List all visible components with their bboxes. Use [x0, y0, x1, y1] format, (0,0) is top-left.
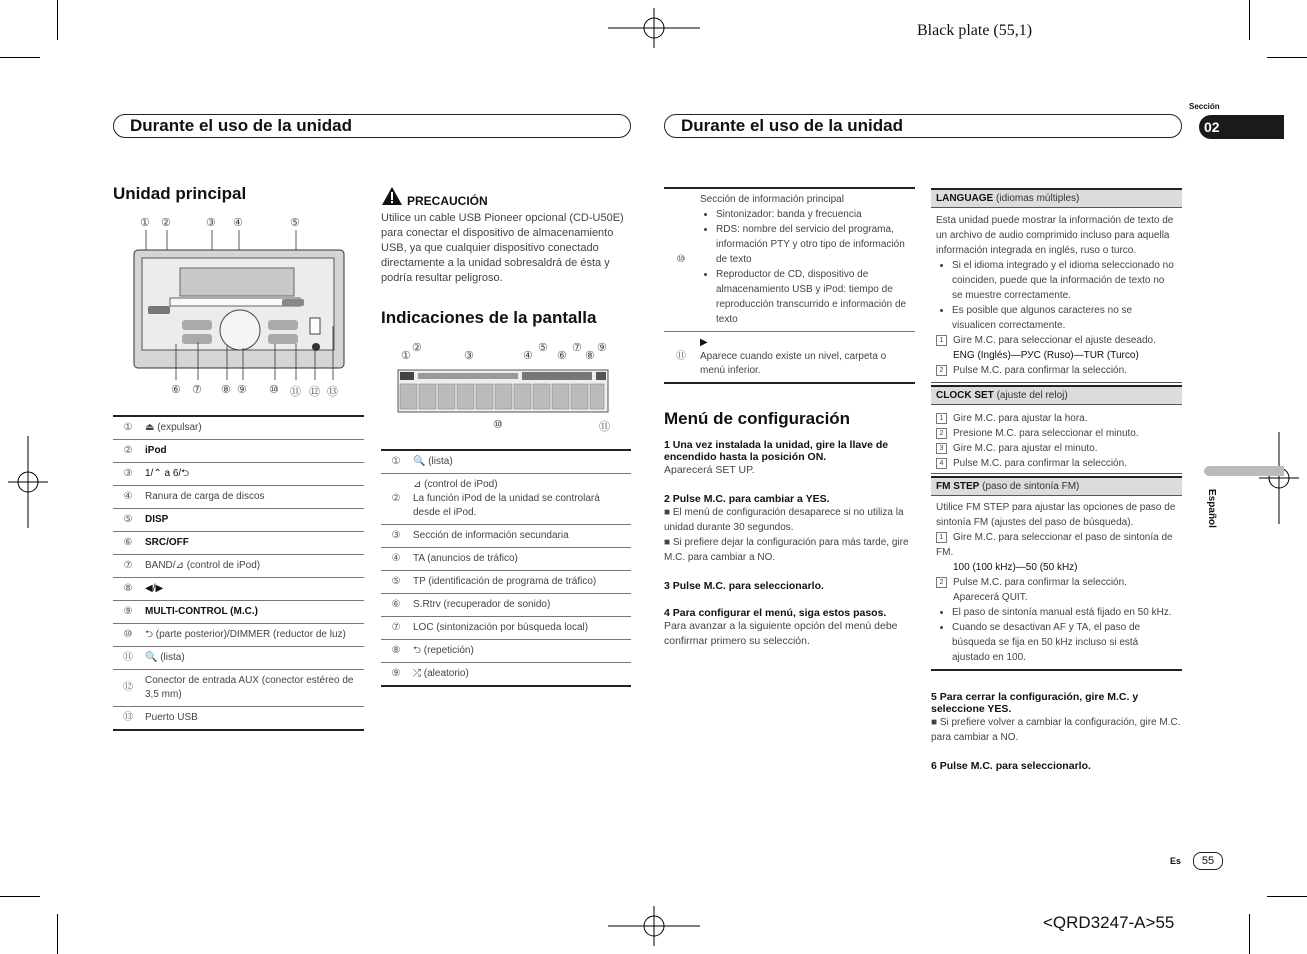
head-unit-illustration [130, 230, 350, 380]
disp-callout-10: ⑩ [493, 419, 503, 431]
language-header: LANGUAGE (idiomas múltiples) [931, 188, 1182, 208]
language-tab-bar [1204, 466, 1284, 476]
final-step-6: 6 Pulse M.C. para seleccionarlo. [931, 760, 1091, 772]
language-bullet-2: • Es posible que algunos caracteres no se visualicen correctamente. [952, 303, 1177, 333]
disp-callout-7: ⑦ [572, 342, 582, 354]
disp-callout-4: ④ [523, 350, 533, 362]
table-row: ⑤ TP (identificación de programa de tráfico) [381, 571, 631, 594]
table-row: ⑨ ⤮ (aleatorio) [381, 663, 631, 687]
section-label: Sección [1189, 102, 1220, 111]
callout-8: ⑧ [221, 384, 231, 396]
table-row: ⑪ 🔍 (lista) [113, 647, 364, 670]
language-step-2: 2 Pulse M.C. para confirmar la selección. [936, 363, 1177, 378]
fmstep-quit-note: Aparecerá QUIT. [953, 592, 1028, 603]
table-row: ⑥ SRC/OFF [113, 532, 364, 555]
clock-step-2: 2 Presione M.C. para seleccionar el minuto. [936, 426, 1177, 441]
callout-9: ⑨ [237, 384, 247, 396]
table-row: ⑤ DISP [113, 509, 364, 532]
disp-callout-8: ⑧ [585, 350, 595, 362]
indicaciones-title: Indicaciones de la pantalla [381, 308, 597, 327]
menu-step-4-note: Para avanzar a la siguiente opción del menú debe confirmar primero su selección. [664, 620, 898, 647]
fmstep-bullet-2: • Cuando se desactivan AF y TA, el paso de búsqueda se fija en 50 kHz incluso si está ajustado en 100. [952, 620, 1177, 665]
callout-6: ⑥ [171, 384, 181, 396]
warning-icon [381, 186, 403, 206]
table-row: ⑩ Sección de información principal • Sintonizador: banda y frecuencia • RDS: nombre del servicio del programa, información PTY y otro tipo de información de texto • Reproductor de CD, dispositivo de almacenamiento USB y iPod: tiempo de reproducción transcurrido e información de texto [664, 188, 915, 332]
unidad-principal-title: Unidad principal [113, 184, 247, 203]
fmstep-step-1: 1 Gire M.C. para seleccionar el paso de sintonía de FM. [936, 532, 1173, 558]
menu-step-2-note-a: ■ El menú de configuración desaparece si no utiliza la unidad durante 30 segundos. [664, 507, 904, 533]
disp-callout-9: ⑨ [597, 342, 607, 354]
callout-4: ④ [233, 217, 243, 229]
final-step-5-note: ■ Si prefiere volver a cambiar la configuración, gire M.C. para cambiar a NO. [931, 717, 1181, 743]
registration-mark-right [1259, 432, 1299, 524]
callout-2: ② [161, 217, 171, 229]
page-lang: Es [1170, 856, 1182, 866]
page-number: 55 [1193, 852, 1223, 870]
table-row: ① 🔍 (lista) [381, 450, 631, 474]
left-section-header: Durante el uso de la unidad [113, 114, 631, 138]
language-step-1: 1 Gire M.C. para seleccionar el ajuste deseado. [936, 333, 1177, 348]
table-row: ⑧ ⮌ (repetición) [381, 640, 631, 663]
footer-code: <QRD3247-A>55 [1043, 913, 1175, 932]
disp-callout-5: ⑤ [538, 342, 548, 354]
table-row: ④ TA (anuncios de tráfico) [381, 548, 631, 571]
table-row: ② iPod [113, 440, 364, 463]
callout-7: ⑦ [192, 384, 202, 396]
callout-1: ① [140, 217, 150, 229]
table-row: ⑧ ◀/▶ [113, 578, 364, 601]
display-illustration [396, 362, 612, 418]
disp-callout-2: ② [412, 342, 422, 354]
final-step-5: 5 Para cerrar la configuración, gire M.C. y seleccione YES. [931, 691, 1139, 715]
side-language: Español [1205, 489, 1217, 528]
table-row: ⑫ Conector de entrada AUX (conector estéreo de 3,5 mm) [113, 670, 364, 707]
menu-step-1: 1 Una vez instalada la unidad, gire la llave de encendido hasta la posición ON. [664, 439, 889, 463]
table-row: ① ⏏ (expulsar) [113, 416, 364, 440]
right-section-header: Durante el uso de la unidad [664, 114, 1182, 138]
registration-mark-top [608, 8, 700, 48]
table-row: ③ Sección de información secundaria [381, 525, 631, 548]
clock-header: CLOCK SET (ajuste del reloj) [931, 385, 1182, 405]
fmstep-options: 100 (100 kHz)—50 (50 kHz) [953, 562, 1078, 573]
menu-step-3: 3 Pulse M.C. para seleccionarlo. [664, 580, 824, 592]
disp-callout-11: ⑪ [599, 421, 610, 433]
section-number: 02 [1199, 115, 1284, 139]
language-options: ENG (Inglés)—РУС (Ruso)—TUR (Turco) [953, 350, 1139, 361]
menu-step-1-note: Aparecerá SET UP. [664, 464, 755, 476]
callout-11: ⑪ [290, 386, 301, 398]
menu-step-2: 2 Pulse M.C. para cambiar a YES. [664, 493, 830, 505]
table-row: ③ 1/⌃ a 6/⮌ [113, 463, 364, 486]
table-row: ⑪ ▶ Aparece cuando existe un nivel, carpeta o menú inferior. [664, 332, 915, 384]
unidad-principal-table [113, 415, 364, 731]
registration-mark-left [8, 436, 48, 528]
fmstep-body: Utilice FM STEP para ajustar las opciones de paso de sintonía FM (ajustes del paso de búsqueda). [936, 502, 1176, 528]
table-row: ⑬ Puerto USB [113, 707, 364, 731]
menu-step-4: 4 Para configurar el menú, siga estos pasos. [664, 607, 887, 619]
disp-callout-1: ① [401, 350, 411, 362]
language-body: Esta unidad puede mostrar la información de texto de un archivo de audio comprimido incluso para aquella información integrada en inglés, ruso o turco. [936, 215, 1174, 256]
language-bullet-1: • Si el idioma integrado y el idioma seleccionado no coinciden, puede que la información de texto no se muestre correctamente. [952, 258, 1177, 303]
callout-12: ⑫ [309, 386, 320, 398]
disp-callout-3: ③ [464, 350, 474, 362]
submenu-arrow-icon: ▶ [700, 337, 708, 348]
table-row: ② ⊿ (control de iPod) La función iPod de la unidad se controlará desde el iPod. [381, 474, 631, 525]
menu-title: Menú de configuración [664, 409, 851, 428]
callout-3: ③ [206, 217, 216, 229]
menu-step-2-note-b: ■ Si prefiere dejar la configuración para más tarde, gire M.C. para cambiar a NO. [664, 537, 909, 563]
fmstep-bullet-1: • El paso de sintonía manual está fijado en 50 kHz. [952, 605, 1177, 620]
table-row: ⑩ ⮌ (parte posterior)/DIMMER (reductor de luz) [113, 624, 364, 647]
table-row: ⑦ LOC (sintonización por búsqueda local) [381, 617, 631, 640]
clock-step-3: 3 Gire M.C. para ajustar el minuto. [936, 441, 1177, 456]
disp-callout-6: ⑥ [557, 350, 567, 362]
table-row: ⑨ MULTI-CONTROL (M.C.) [113, 601, 364, 624]
clock-step-1: 1 Gire M.C. para ajustar la hora. [936, 411, 1177, 426]
display-info-table [664, 187, 915, 384]
callout-10: ⑩ [269, 384, 279, 396]
callout-5: ⑤ [290, 217, 300, 229]
table-row: ④ Ranura de carga de discos [113, 486, 364, 509]
table-row: ⑥ S.Rtrv (recuperador de sonido) [381, 594, 631, 617]
callout-13: ⑬ [327, 386, 338, 398]
plate-label: Black plate (55,1) [917, 22, 1033, 39]
precaucion-body: Utilice un cable USB Pioneer opcional (CD-U50E) para conectar el dispositivo de almacenamiento USB, ya que cualquier dispositivo conectado directamente a la unidad sobresaldrá de ésta y podría resultar peligroso. [381, 212, 624, 284]
precaucion-title: PRECAUCIÓN [407, 194, 488, 208]
fmstep-header: FM STEP (paso de sintonía FM) [931, 476, 1182, 496]
indicaciones-table [381, 449, 631, 687]
fmstep-step-2: 2 Pulse M.C. para confirmar la selección. [936, 575, 1177, 590]
registration-mark-bottom [608, 906, 700, 946]
clock-step-4: 4 Pulse M.C. para confirmar la selección. [936, 456, 1177, 471]
table-row: ⑦ BAND/⊿ (control de iPod) [113, 555, 364, 578]
